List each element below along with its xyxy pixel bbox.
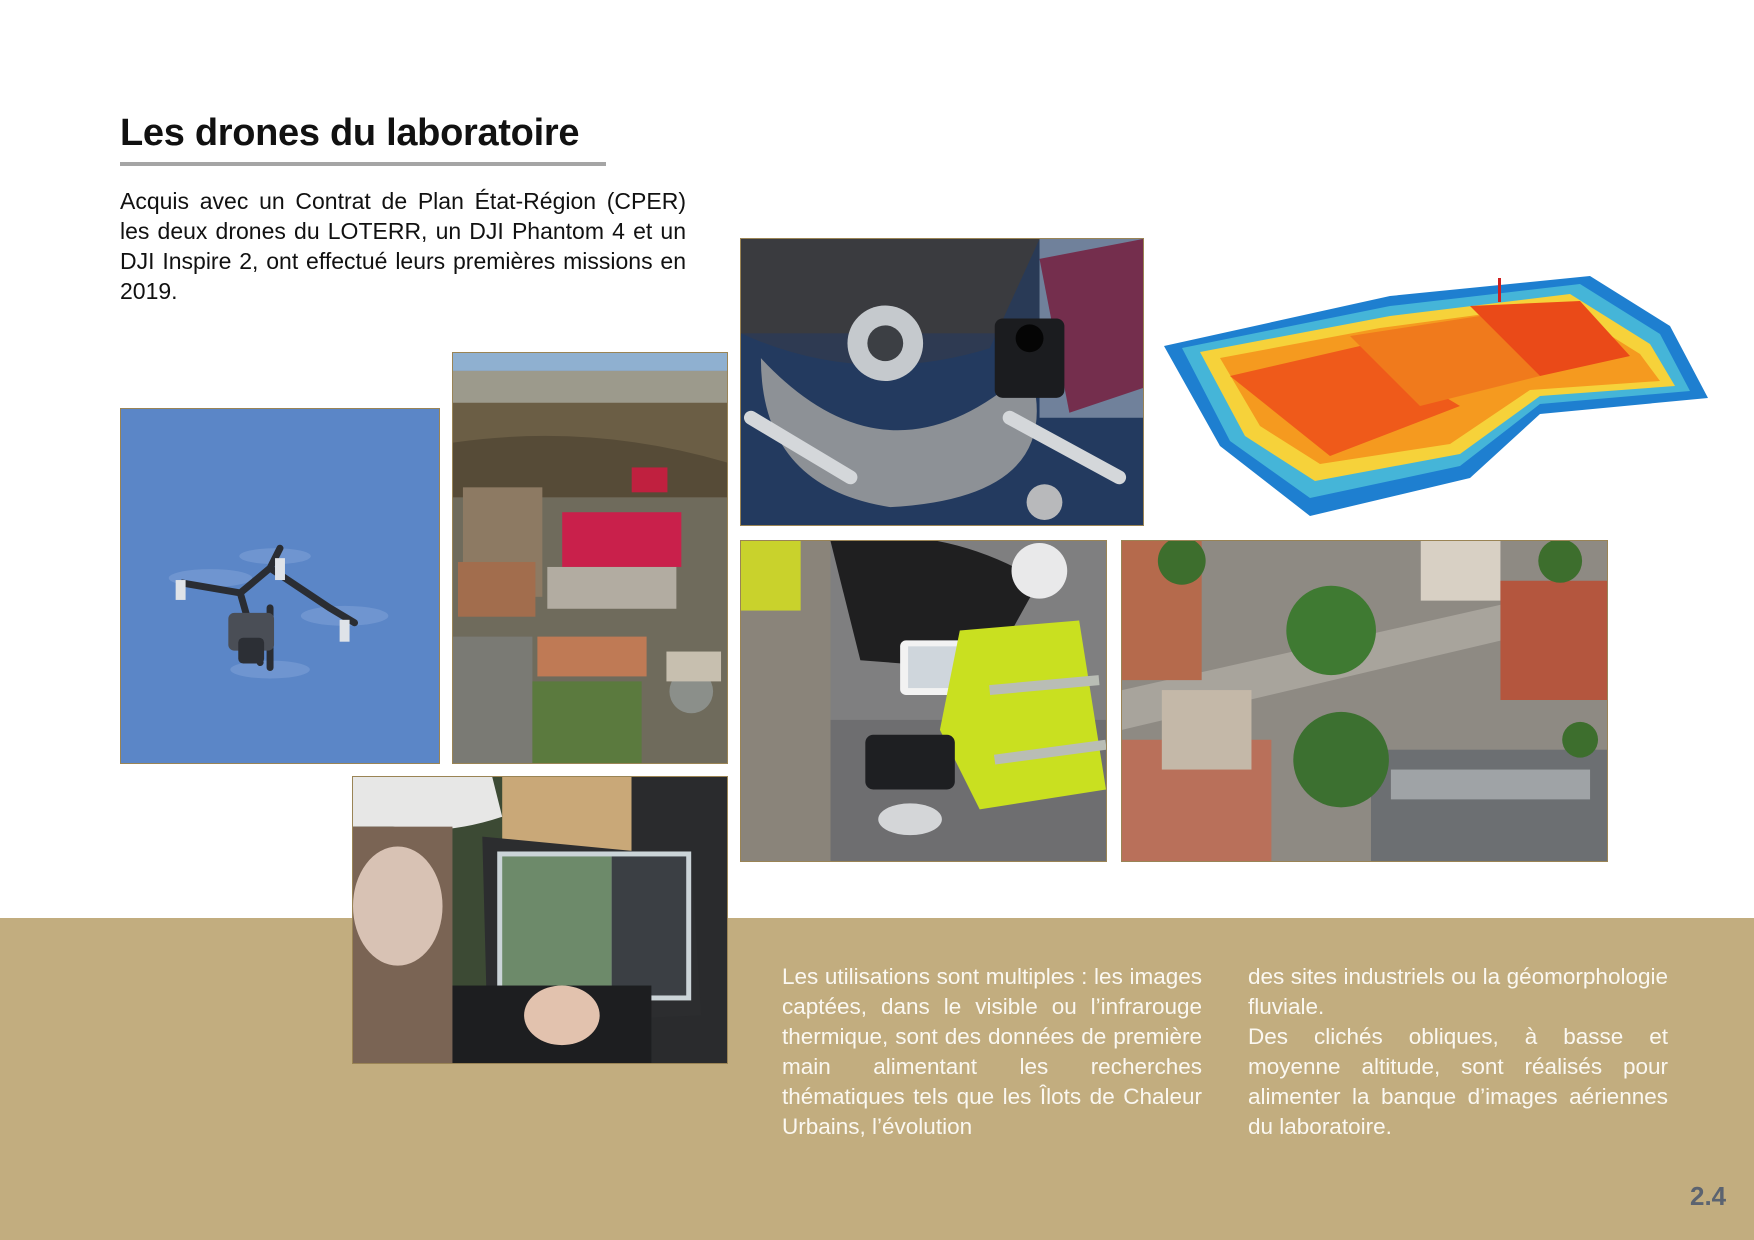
photo-rugged-tablet-user [352,776,728,1064]
body-column-1 [782,962,1202,1142]
photo-industrial-site-aerial [452,352,728,764]
photo-thermal-3d-model [1160,266,1708,516]
body-paragraph-2: des sites industriels ou la géomorphologie fluviale. [1248,964,1668,1019]
body-paragraph-3: Des clichés obliques, à basse et moyenne altitude, sont réalisés pour alimenter la banque d’images aériennes du laboratoire. [1248,1024,1668,1139]
intro-paragraph: Acquis avec un Contrat de Plan État-Région (CPER) les deux drones du LOTERR, un DJI Phantom 4 et un DJI Inspire 2, ont effectué leurs premières missions en 2019. [120,188,686,304]
photo-vertical-aerial-town [1121,540,1608,862]
body-column-2 [1248,962,1668,1142]
title-underline [120,162,606,166]
photo-phantom-thermal-camera [740,238,1144,526]
page-title: Les drones du laboratoire [120,112,580,154]
photo-inspire-drone-sky [120,408,440,764]
photo-operator-umbrella-tablet [740,540,1107,862]
page-number: 2.4 [1690,1181,1727,1211]
body-paragraph-1: Les utilisations sont multiples : les images captées, dans le visible ou l’infrarouge thermique, sont des données de première main alimentant les recherches thématiques tels que les Îlots de Chaleur Urbains, l’évolution [782,964,1202,1139]
